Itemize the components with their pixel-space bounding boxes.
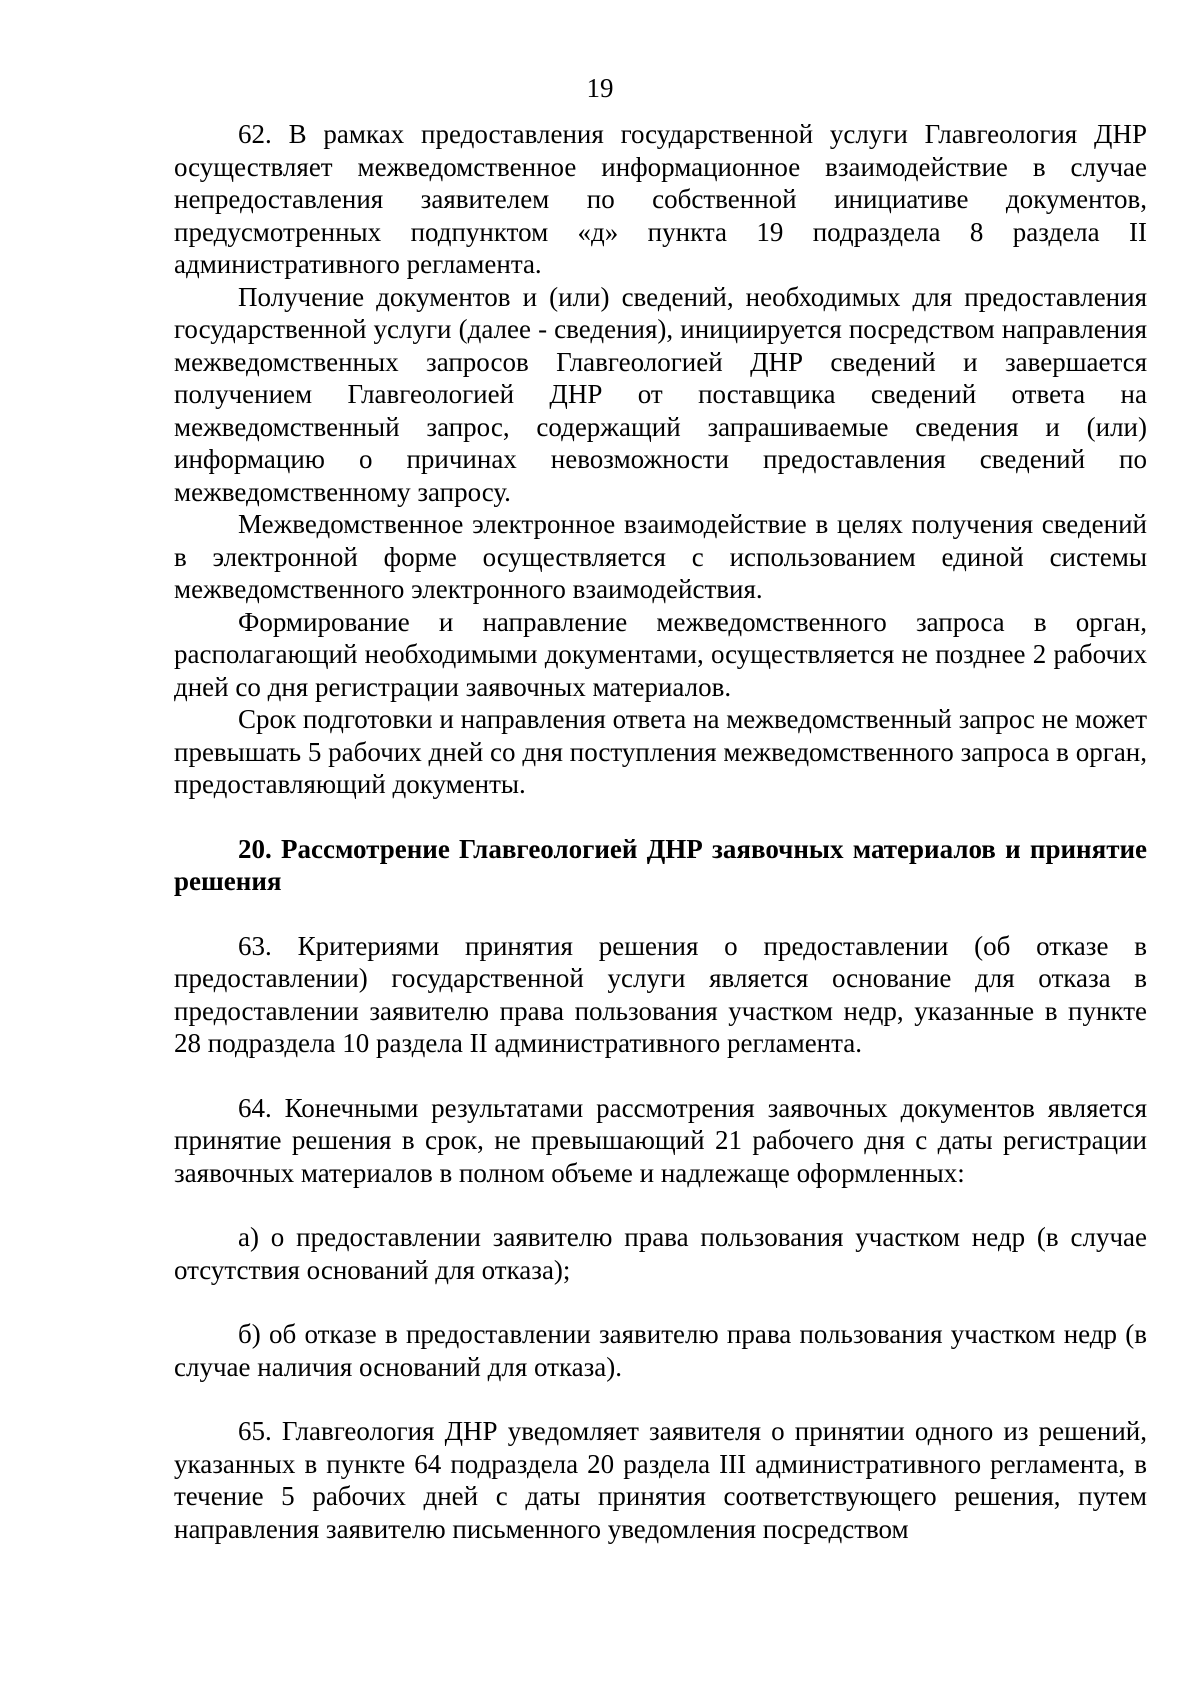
paragraph-receipt-of-documents: Получение документов и (или) сведений, необходимых для предоставления государственной услуги (далее - сведения), инициируется посредством направления межведомственных запросов Главгеологией ДНР сведений и завершается получением Главгеологией ДНР от поставщика сведений ответа на межведомственный запрос, содержащий запрашиваемые сведения и (или) информацию о причинах невозможности предоставления сведений по межведомственному запросу. bbox=[174, 281, 1147, 507]
document-body bbox=[174, 118, 1147, 1545]
section-heading-20: 20. Рассмотрение Главгеологией ДНР заявочных материалов и принятие решения bbox=[174, 833, 1147, 896]
paragraph-63: 63. Критериями принятия решения о предоставлении (об отказе в предоставлении) государственной услуги является основание для отказа в предоставлении заявителю права пользования участком недр, указанные в пункте 28 подраздела 10 раздела II административного регламента. bbox=[174, 930, 1147, 1058]
paragraph-64-a: а) о предоставлении заявителю права пользования участком недр (в случае отсутствия оснований для отказа); bbox=[174, 1222, 1147, 1285]
page-number: 19 bbox=[586, 73, 614, 103]
paragraph-electronic-interaction: Межведомственное электронное взаимодействие в целях получения сведений в электронной форме осуществляется с использованием единой системы межведомственного электронного взаимодействия. bbox=[174, 509, 1147, 604]
paragraph-62: 62. В рамках предоставления государственной услуги Главгеология ДНР осуществляет межведомственное информационное взаимодействие в случае непредоставления заявителем по собственной инициативе документов, предусмотренных подпунктом «д» пункта 19 подраздела 8 раздела II административного регламента. bbox=[174, 119, 1147, 279]
paragraph-response-term: Срок подготовки и направления ответа на межведомственный запрос не может превышать 5 рабочих дней со дня поступления межведомственного запроса в орган, предоставляющий документы. bbox=[174, 704, 1147, 799]
paragraph-64-b: б) об отказе в предоставлении заявителю права пользования участком недр (в случае наличия оснований для отказа). bbox=[174, 1319, 1147, 1382]
paragraph-64: 64. Конечными результатами рассмотрения заявочных документов является принятие решения в срок, не превышающий 21 рабочего дня с даты регистрации заявочных материалов в полном объеме и надлежаще оформленных: bbox=[174, 1092, 1147, 1188]
paragraph-request-formation: Формирование и направление межведомственного запроса в орган, располагающий необходимыми документами, осуществляется не позднее 2 рабочих дней со дня регистрации заявочных материалов. bbox=[174, 606, 1147, 702]
paragraph-65: 65. Главгеология ДНР уведомляет заявителя о принятии одного из решений, указанных в пункте 64 подраздела 20 раздела III административного регламента, в течение 5 рабочих дней с даты принятия соответствующего решения, путем направления заявителю письменного уведомления посредством bbox=[174, 1416, 1147, 1544]
